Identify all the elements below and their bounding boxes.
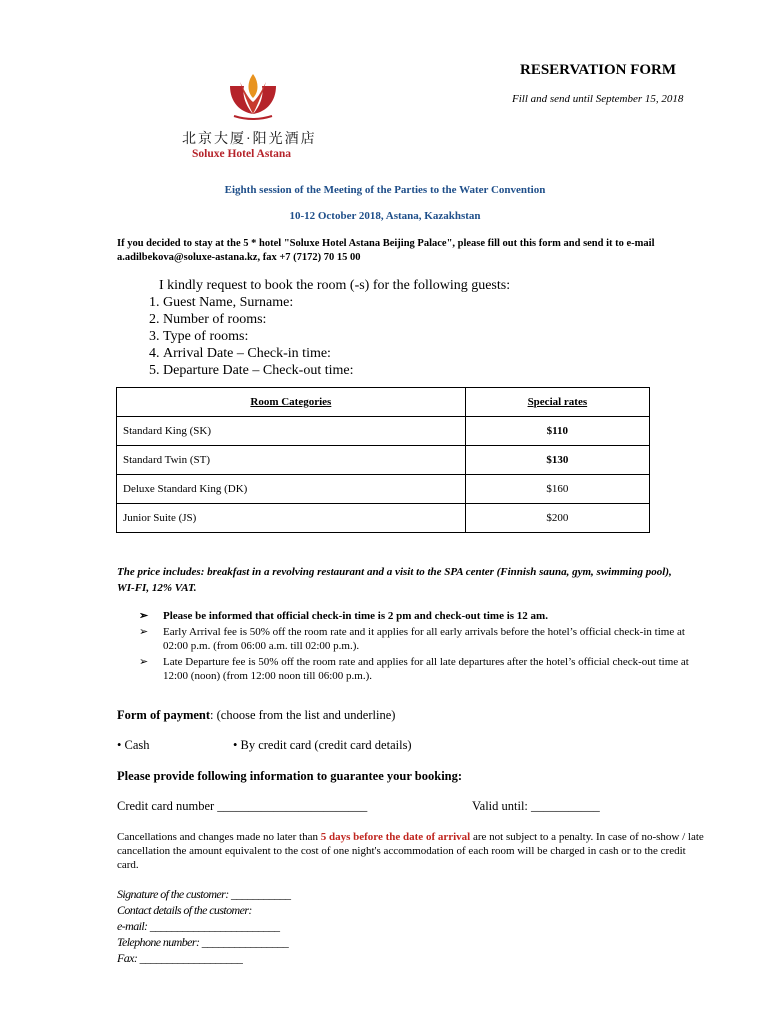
table-row xyxy=(117,504,650,533)
logo-chinese-name: 北京大厦·阳光酒店 xyxy=(182,132,317,147)
table-row xyxy=(117,475,650,504)
payment-label: Form of payment xyxy=(117,708,211,722)
payment-option-cash[interactable]: • Cash xyxy=(117,738,150,752)
guest-fields-list xyxy=(117,294,353,379)
price-includes: The price includes: breakfast in a revolving restaurant and a visit to the SPA center (Finnish sauna, gym, swimming pool), WI-FI, 12% VAT. xyxy=(117,566,672,594)
lotus-icon xyxy=(222,68,284,122)
room-rate: $130 xyxy=(465,446,649,475)
cancel-post: are not subject to a penalty. In case of no-show / late cancellation the amount equivalent to the cost of one night's accommodation of each room will be charged in cash or to the credit card. xyxy=(117,831,704,871)
field-number-of-rooms: 2. Number of rooms: xyxy=(163,311,353,328)
cancel-highlight: 5 days before the date of arrival xyxy=(320,831,471,843)
header-special-rates: Special rates xyxy=(465,388,649,417)
note-text: Late Departure fee is 50% off the room rate and applies for all late departures after the hotel’s official check-out time at 12:00 (noon) (from 12:00 noon till 06:00 p.m.). xyxy=(163,656,689,682)
credit-card-number-field[interactable]: Credit card number ________________________ xyxy=(117,799,368,813)
form-subtitle: Fill and send until September 15, 2018 xyxy=(512,93,684,105)
hotel-logo xyxy=(160,62,340,172)
guarantee-heading: Please provide following information to guarantee your booking: xyxy=(117,769,463,783)
arrow-bullet-icon: ➢ xyxy=(139,656,149,668)
room-rates-table xyxy=(116,387,650,533)
table-header-row xyxy=(117,388,650,417)
room-category: Junior Suite (JS) xyxy=(117,504,466,533)
policy-notes xyxy=(117,609,697,685)
telephone-field[interactable]: Telephone number: ________________ xyxy=(117,935,289,949)
room-rate: $160 xyxy=(465,475,649,504)
field-guest-name: 1. Guest Name, Surname: xyxy=(163,294,353,311)
payment-form-label xyxy=(117,708,395,723)
contact-details-label: Contact details of the customer: xyxy=(117,903,252,917)
note-text: Please be informed that official check-in time is 2 pm and check-out time is 12 am. xyxy=(163,610,548,622)
payment-option-card[interactable]: • By credit card (credit card details) xyxy=(233,738,412,752)
cancel-pre: Cancellations and changes made no later than xyxy=(117,831,321,843)
logo-hotel-name: Soluxe Hotel Astana xyxy=(192,148,292,160)
note-text: Early Arrival fee is 50% off the room rate and it applies for all early arrivals before the hotel’s official check-in time at 02:00 p.m. (from 06:00 a.m. till 02:00 p.m.). xyxy=(163,626,685,652)
event-dates: 10-12 October 2018, Astana, Kazakhstan xyxy=(289,210,481,222)
field-departure-date: 5. Departure Date – Check-out time: xyxy=(163,362,353,379)
list-item xyxy=(117,625,697,653)
cancellation-policy xyxy=(117,830,707,872)
email-field[interactable]: e-mail: ________________________ xyxy=(117,919,280,933)
table-row xyxy=(117,417,650,446)
room-category: Deluxe Standard King (DK) xyxy=(117,475,466,504)
form-title: RESERVATION FORM xyxy=(520,62,677,78)
intro-text: If you decided to stay at the 5 * hotel "Soluxe Hotel Astana Beijing Palace", please fill out this form and send it to e-mail a.adilbekova@soluxe-astana.kz, fax +7 (7172) 70 15 00 xyxy=(117,238,655,263)
fax-field[interactable]: Fax: ___________________ xyxy=(117,951,243,965)
room-category: Standard Twin (ST) xyxy=(117,446,466,475)
request-text: I kindly request to book the room (-s) for the following guests: xyxy=(159,278,511,293)
payment-hint: : (choose from the list and underline) xyxy=(210,708,396,722)
event-title: Eighth session of the Meeting of the Parties to the Water Convention xyxy=(224,184,546,196)
list-item xyxy=(117,609,697,623)
table-row xyxy=(117,446,650,475)
room-category: Standard King (SK) xyxy=(117,417,466,446)
room-rate: $200 xyxy=(465,504,649,533)
valid-until-field[interactable]: Valid until: ___________ xyxy=(472,799,600,813)
arrow-bullet-icon: ➢ xyxy=(139,626,149,638)
signature-block xyxy=(117,886,290,966)
field-type-of-rooms: 3. Type of rooms: xyxy=(163,328,353,345)
field-arrival-date: 4. Arrival Date – Check-in time: xyxy=(163,345,353,362)
signature-field[interactable]: Signature of the customer: ___________ xyxy=(117,887,291,901)
room-rate: $110 xyxy=(465,417,649,446)
header-room-categories: Room Categories xyxy=(117,388,466,417)
list-item xyxy=(117,655,697,683)
arrow-bullet-icon: ➢ xyxy=(139,610,149,622)
